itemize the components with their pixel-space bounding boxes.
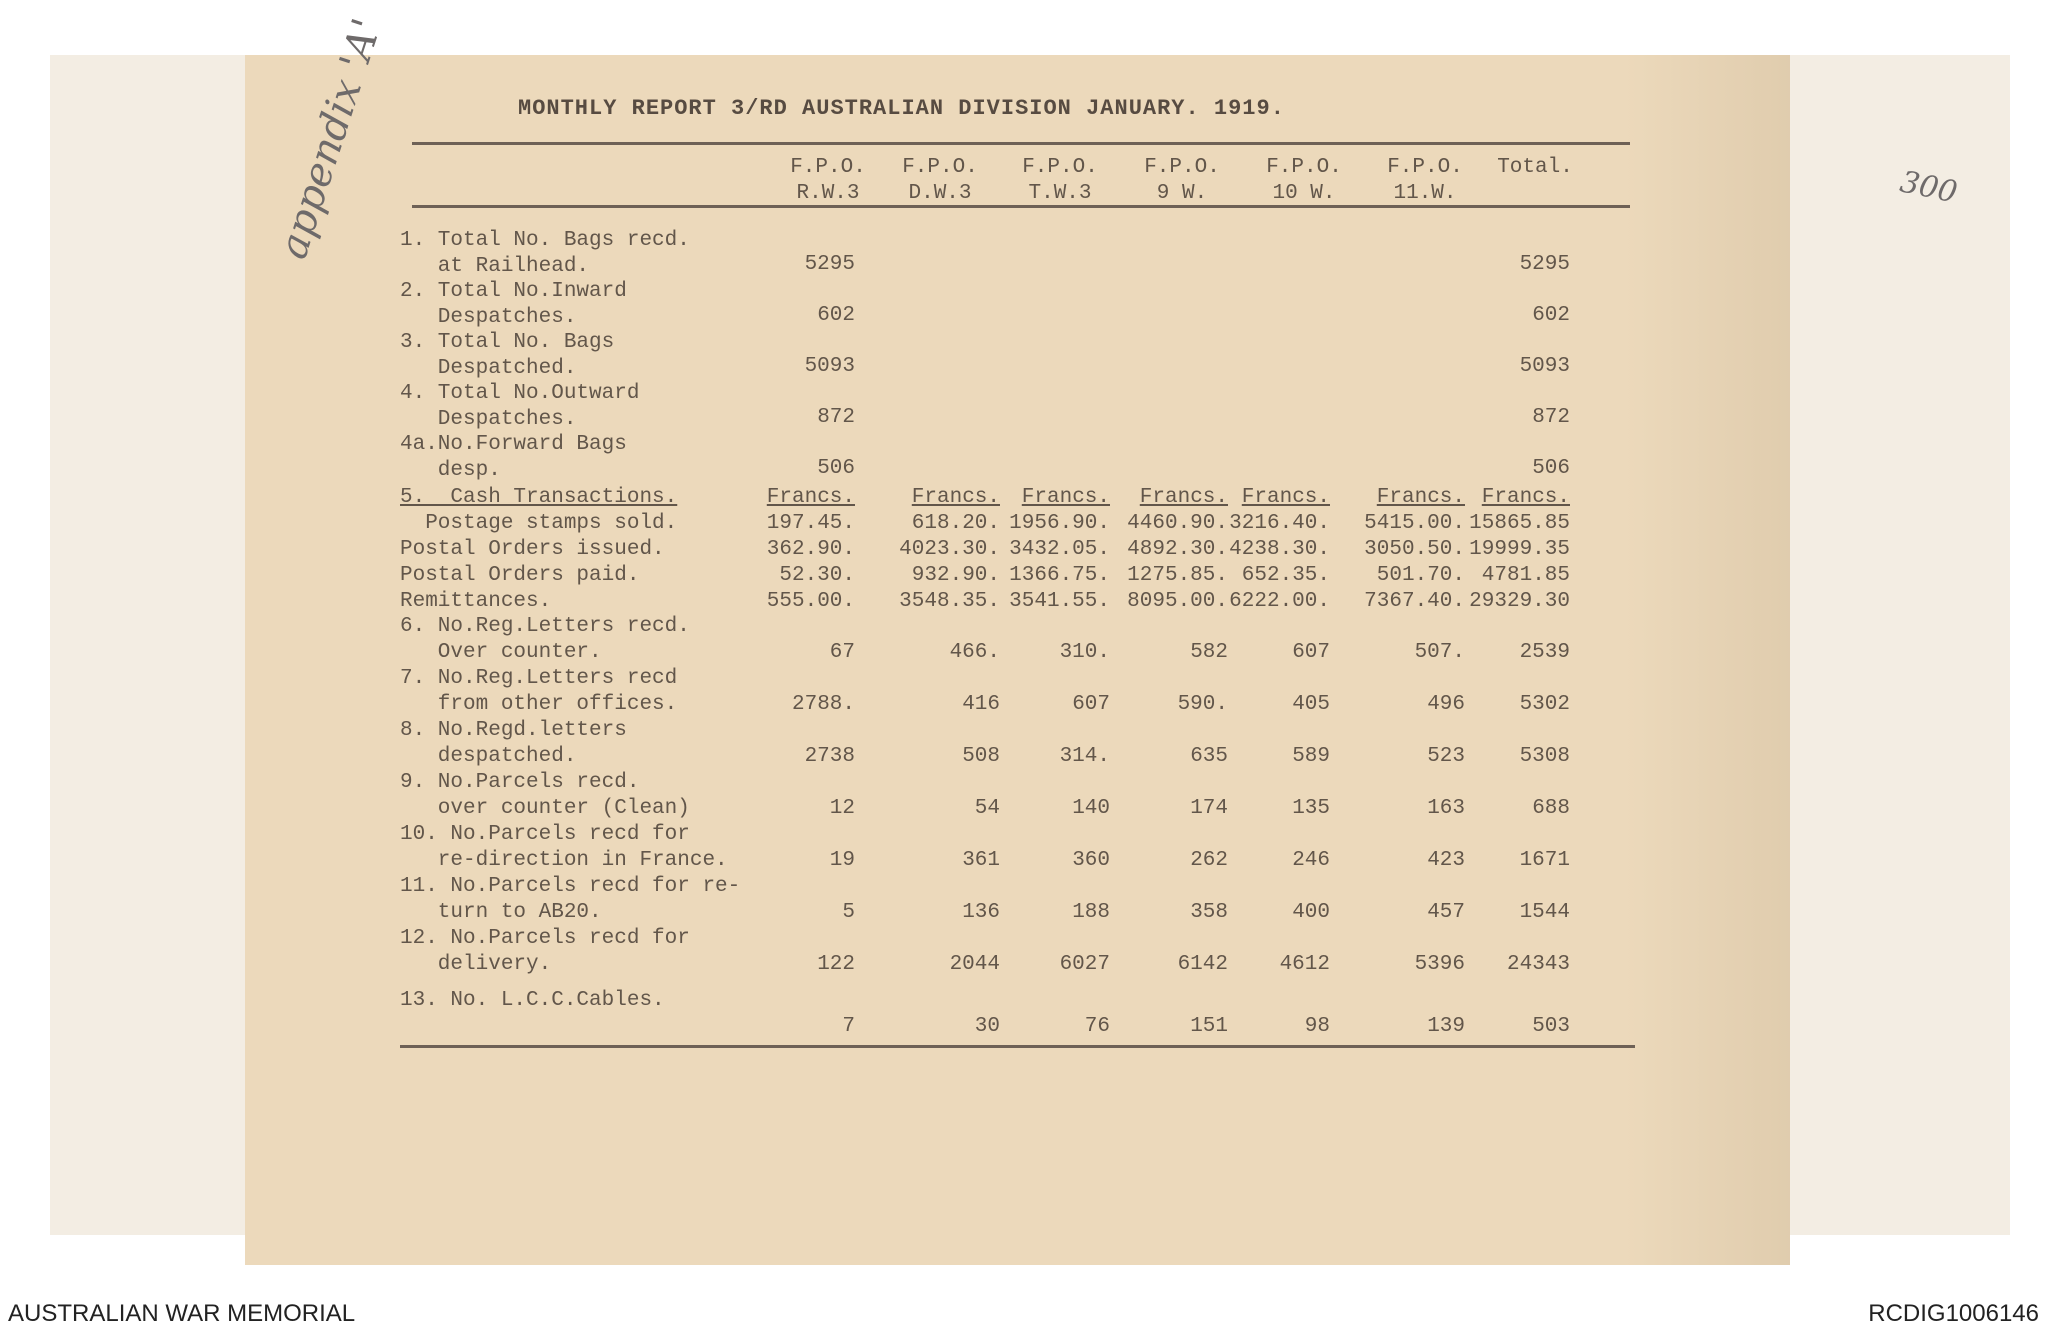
- cell-value: 496: [1427, 693, 1465, 716]
- cell-value: 405: [1292, 693, 1330, 716]
- cell-value: Francs.: [1021, 486, 1110, 509]
- cell-value: 29329.30: [1469, 590, 1570, 613]
- cell-value: 139: [1427, 1015, 1465, 1038]
- cell-value: 5093: [804, 355, 855, 378]
- cell-value: 932.90.: [911, 564, 1000, 587]
- cell-value: 466.: [949, 641, 1000, 664]
- cell-value: 4892.30.: [1127, 538, 1228, 561]
- cell-value: 1671: [1519, 849, 1570, 872]
- cell-value: 7: [842, 1015, 855, 1038]
- cell-value: 361: [962, 849, 1000, 872]
- cell-value: 15865.85: [1469, 512, 1570, 535]
- cell-value: 314.: [1059, 745, 1110, 768]
- table-row: [400, 484, 1660, 511]
- cell-value: 174: [1190, 797, 1228, 820]
- cell-value: 4238.30.: [1229, 538, 1330, 561]
- column-header: [768, 155, 888, 207]
- cell-value: 5396: [1414, 953, 1465, 976]
- cell-value: 2539: [1519, 641, 1570, 664]
- cell-value: 1544: [1519, 901, 1570, 924]
- cell-value: 52.30.: [779, 564, 855, 587]
- column-header: [1000, 155, 1120, 207]
- cell-value: 12: [829, 797, 855, 820]
- cell-value: 19999.35: [1469, 538, 1570, 561]
- column-header: [1365, 155, 1485, 207]
- cell-value: 6027: [1059, 953, 1110, 976]
- row-label: 3. Total No. Bags Despatched.: [400, 331, 615, 380]
- column-header-line2: R.W.3: [796, 182, 860, 205]
- cell-value: 310.: [1059, 641, 1110, 664]
- cell-value: 5295: [1519, 253, 1570, 276]
- cell-value: 872: [817, 406, 855, 429]
- cell-value: 3432.05.: [1009, 538, 1110, 561]
- cell-value: Francs.: [766, 486, 855, 509]
- table-row: [400, 926, 1660, 978]
- table-row: [400, 588, 1660, 615]
- row-label: Postal Orders paid.: [400, 564, 640, 587]
- cell-value: 24343: [1506, 953, 1570, 976]
- cell-value: Francs.: [1241, 486, 1330, 509]
- column-header: [1244, 155, 1364, 207]
- cell-value: 8095.00.: [1127, 590, 1228, 613]
- cell-value: 262: [1190, 849, 1228, 872]
- cell-value: 416: [962, 693, 1000, 716]
- row-label: 4. Total No.Outward Despatches.: [400, 382, 640, 431]
- cell-value: 76: [1084, 1015, 1110, 1038]
- cell-value: 501.70.: [1376, 564, 1465, 587]
- cell-value: 5: [842, 901, 855, 924]
- cell-value: 5295: [804, 253, 855, 276]
- cell-value: 618.20.: [911, 512, 1000, 535]
- column-header-line2: 11.W.: [1393, 182, 1457, 205]
- row-label: 12. No.Parcels recd for delivery.: [400, 927, 690, 976]
- cell-value: 872: [1532, 406, 1570, 429]
- cell-value: 423: [1427, 849, 1465, 872]
- cell-value: 607: [1072, 693, 1110, 716]
- table-row: [400, 614, 1660, 666]
- table-row: [400, 510, 1660, 537]
- column-header-line1: F.P.O.: [1387, 156, 1463, 179]
- cell-value: 602: [1532, 304, 1570, 327]
- cell-value: 506: [1532, 457, 1570, 480]
- report-title: MONTHLY REPORT 3/RD AUSTRALIAN DIVISION JANUARY. 1919.: [518, 96, 1285, 121]
- table-row: [400, 822, 1660, 874]
- cell-value: 136: [962, 901, 1000, 924]
- cell-value: 582: [1190, 641, 1228, 664]
- table-row: [400, 228, 1660, 280]
- footer-left: AUSTRALIAN WAR MEMORIAL: [8, 1300, 356, 1327]
- cell-value: 19: [829, 849, 855, 872]
- cell-value: 2738: [804, 745, 855, 768]
- cell-value: Francs.: [1481, 486, 1570, 509]
- column-header-line1: Total.: [1497, 156, 1573, 179]
- cell-value: Francs.: [1139, 486, 1228, 509]
- column-header: [1122, 155, 1242, 207]
- cell-value: 590.: [1177, 693, 1228, 716]
- cell-value: 506: [817, 457, 855, 480]
- cell-value: 163: [1427, 797, 1465, 820]
- cell-value: 607: [1292, 641, 1330, 664]
- table-bottom-rule: [400, 1045, 1635, 1048]
- row-label: 2. Total No.Inward Despatches.: [400, 280, 627, 329]
- cell-value: 2044: [949, 953, 1000, 976]
- header-top-rule: [412, 142, 1630, 145]
- cell-value: 5093: [1519, 355, 1570, 378]
- row-label: 8. No.Regd.letters despatched.: [400, 719, 627, 768]
- cell-value: 140: [1072, 797, 1110, 820]
- cell-value: 6142: [1177, 953, 1228, 976]
- cell-value: 3541.55.: [1009, 590, 1110, 613]
- cell-value: 246: [1292, 849, 1330, 872]
- table-row: [400, 330, 1660, 382]
- column-header-line2: 10 W.: [1272, 182, 1336, 205]
- row-label: Postal Orders issued.: [400, 538, 665, 561]
- table-row: [400, 770, 1660, 822]
- cell-value: 7367.40.: [1364, 590, 1465, 613]
- cell-value: 523: [1427, 745, 1465, 768]
- row-label: 11. No.Parcels recd for re- turn to AB20.: [400, 875, 741, 924]
- row-label: 6. No.Reg.Letters recd. Over counter.: [400, 615, 690, 664]
- table-row: [400, 536, 1660, 563]
- column-header-line1: F.P.O.: [790, 156, 866, 179]
- row-label: 13. No. L.C.C.Cables.: [400, 989, 665, 1012]
- cell-value: 400: [1292, 901, 1330, 924]
- cell-value: 1366.75.: [1009, 564, 1110, 587]
- cell-value: 5308: [1519, 745, 1570, 768]
- page-number: 300: [1896, 164, 1961, 211]
- column-header: [880, 155, 1000, 207]
- column-header-line1: F.P.O.: [902, 156, 978, 179]
- row-label: 10. No.Parcels recd for re-direction in France.: [400, 823, 728, 872]
- cell-value: 555.00.: [766, 590, 855, 613]
- cell-value: 2788.: [791, 693, 855, 716]
- cell-value: 635: [1190, 745, 1228, 768]
- cell-value: 1956.90.: [1009, 512, 1110, 535]
- cell-value: 6222.00.: [1229, 590, 1330, 613]
- cell-value: 151: [1190, 1015, 1228, 1038]
- row-label: Remittances.: [400, 590, 552, 613]
- cell-value: 3050.50.: [1364, 538, 1465, 561]
- cell-value: 4781.85: [1481, 564, 1570, 587]
- row-label: Postage stamps sold.: [400, 512, 678, 535]
- cell-value: 602: [817, 304, 855, 327]
- cell-value: 688: [1532, 797, 1570, 820]
- cell-value: 30: [974, 1015, 1000, 1038]
- cell-value: 67: [829, 641, 855, 664]
- cell-value: 457: [1427, 901, 1465, 924]
- column-header-line1: F.P.O.: [1022, 156, 1098, 179]
- row-label: 1. Total No. Bags recd. at Railhead.: [400, 229, 690, 278]
- cell-value: 360: [1072, 849, 1110, 872]
- cell-value: 98: [1304, 1015, 1330, 1038]
- column-header-line2: D.W.3: [908, 182, 972, 205]
- cell-value: Francs.: [911, 486, 1000, 509]
- cell-value: Francs.: [1376, 486, 1465, 509]
- cell-value: 589: [1292, 745, 1330, 768]
- cell-value: 3216.40.: [1229, 512, 1330, 535]
- cell-value: 122: [817, 953, 855, 976]
- cell-value: 358: [1190, 901, 1228, 924]
- cell-value: 135: [1292, 797, 1330, 820]
- table-row: [400, 874, 1660, 926]
- table-row: [400, 381, 1660, 433]
- table-row: [400, 988, 1660, 1040]
- row-label: 9. No.Parcels recd. over counter (Clean): [400, 771, 690, 820]
- cell-value: 503: [1532, 1015, 1570, 1038]
- row-label: 5. Cash Transactions.: [400, 486, 678, 509]
- cell-value: 188: [1072, 901, 1110, 924]
- table-row: [400, 666, 1660, 718]
- row-label: 4a.No.Forward Bags desp.: [400, 433, 627, 482]
- table-row: [400, 718, 1660, 770]
- cell-value: 54: [974, 797, 1000, 820]
- cell-value: 508: [962, 745, 1000, 768]
- column-header-line1: F.P.O.: [1144, 156, 1220, 179]
- cell-value: 4612: [1279, 953, 1330, 976]
- cell-value: 5302: [1519, 693, 1570, 716]
- column-header-line2: T.W.3: [1028, 182, 1092, 205]
- table-row: [400, 279, 1660, 331]
- cell-value: 197.45.: [766, 512, 855, 535]
- cell-value: 3548.35.: [899, 590, 1000, 613]
- cell-value: 362.90.: [766, 538, 855, 561]
- footer-right: RCDIG1006146: [1868, 1300, 2039, 1327]
- cell-value: 1275.85.: [1127, 564, 1228, 587]
- margin-note: appendix 'A': [270, 13, 391, 265]
- cell-value: 507.: [1414, 641, 1465, 664]
- cell-value: 4460.90.: [1127, 512, 1228, 535]
- table-row: [400, 562, 1660, 589]
- table-row: [400, 432, 1660, 484]
- cell-value: 652.35.: [1241, 564, 1330, 587]
- cell-value: 4023.30.: [899, 538, 1000, 561]
- column-header: [1475, 155, 1595, 181]
- cell-value: 5415.00.: [1364, 512, 1465, 535]
- column-header-line2: 9 W.: [1156, 182, 1208, 205]
- column-header-line1: F.P.O.: [1266, 156, 1342, 179]
- row-label: 7. No.Reg.Letters recd from other offices.: [400, 667, 678, 716]
